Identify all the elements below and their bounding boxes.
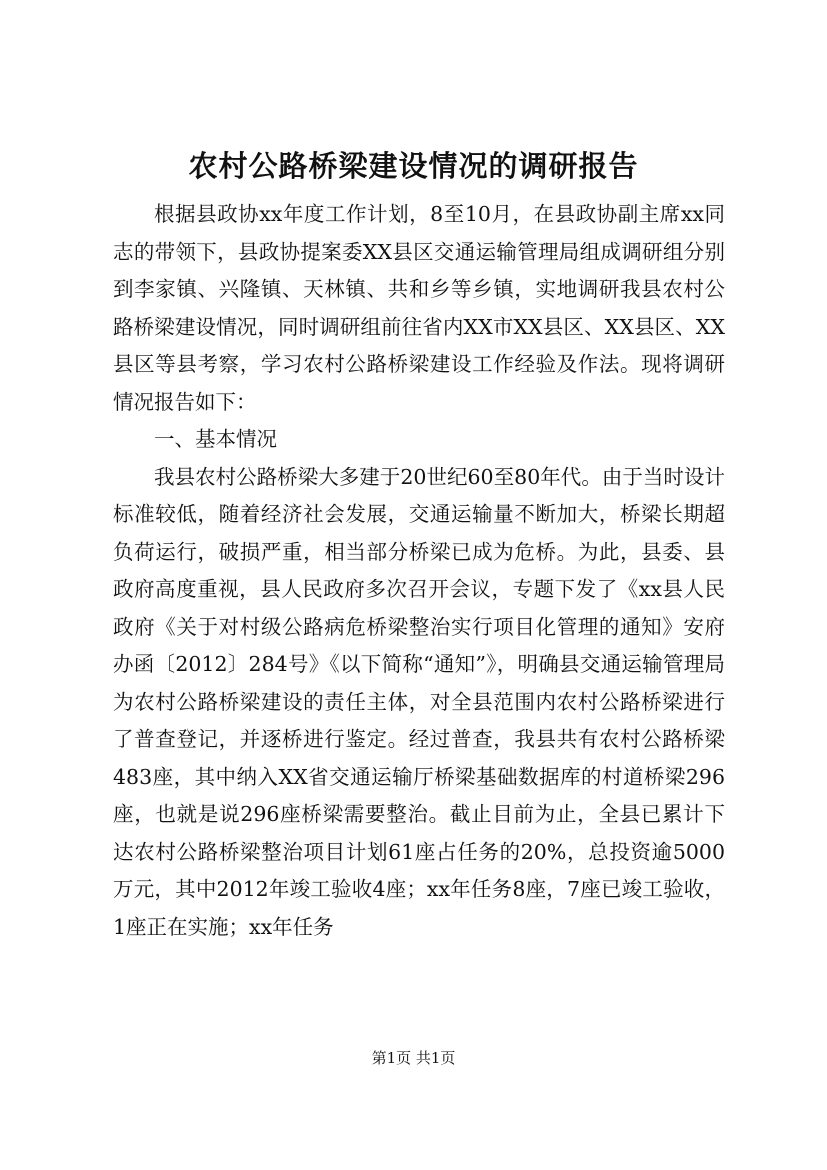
document-title: 农村公路桥梁建设情况的调研报告 <box>188 149 639 183</box>
section-heading-basic-situation: 一、基本情况 <box>154 427 277 451</box>
page-footer: 第1页 共1页 <box>371 1049 456 1067</box>
intro-paragraph: 根据县政协xx年度工作计划，8至10月，在县政协副主席xx同志的带领下，县政协提案委XX县区交通运输管理局组成调研组分别到李家镇、兴隆镇、天林镇、共和乡等乡镇，实地调研我县农村公路桥梁建设情况，同时调研组前往省内XX市XX县区、XX县区、XX县区等县考察，学习农村公路桥梁建设工作经验及作法。现将调研情况报告如下： <box>113 202 725 414</box>
document-body <box>113 196 725 946</box>
basic-situation-paragraph: 我县农村公路桥梁大多建于20世纪60至80年代。由于当时设计标准较低，随着经济社会发展，交通运输量不断加大，桥梁长期超负荷运行，破损严重，相当部分桥梁已成为危桥。为此，县委、县政府高度重视，县人民政府多次召开会议，专题下发了《xx县人民政府《关于对村级公路病危桥梁整治实行项目化管理的通知》安府办函〔2012〕284号》《以下简称“通知”》，明确县交通运输管理局为农村公路桥梁建设的责任主体，对全县范围内农村公路桥梁进行了普查登记，并逐桥进行鉴定。经过普查，我县共有农村公路桥梁483座，其中纳入XX省交通运输厅桥梁基础数据库的村道桥梁296座，也就是说296座桥梁需要整治。截止目前为止，全县已累计下达农村公路桥梁整治项目计划61座占任务的20%，总投资逾5000万元，其中2012年竣工验收4座；xx年任务8座，7座已竣工验收，1座正在实施；xx年任务 <box>113 464 725 939</box>
